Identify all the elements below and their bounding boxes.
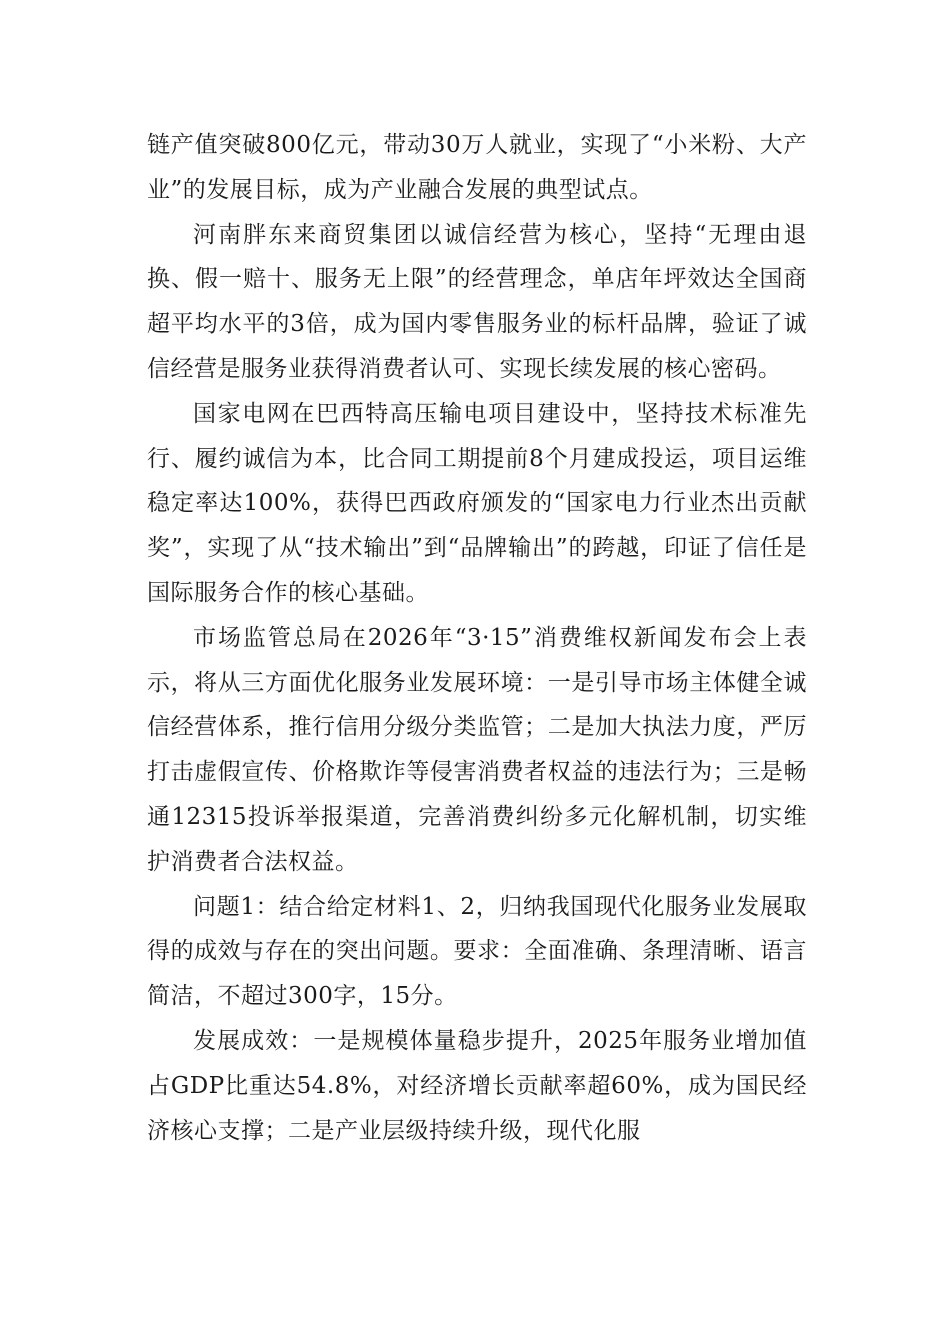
document-body [147,123,807,1153]
paragraph-question-1: 问题1：结合给定材料1、2，归纳我国现代化服务业发展取得的成效与存在的突出问题。要求：全面准确、条理清晰、语言简洁，不超过300字，15分。 [147,893,807,1010]
paragraph-state-grid: 国家电网在巴西特高压输电项目建设中，坚持技术标准先行、履约诚信为本，比合同工期提前8个月建成投运，项目运维稳定率达100%，获得巴西政府颁发的“国家电力行业杰出贡献奖”，实现了从“技术输出”到“品牌输出”的跨越，印证了信任是国际服务合作的核心基础。 [147,400,807,606]
paragraph-pangdonglai: 河南胖东来商贸集团以诚信经营为核心，坚持“无理由退换、假一赔十、服务无上限”的经营理念，单店年坪效达全国商超平均水平的3倍，成为国内零售服务业的标杆品牌，验证了诚信经营是服务业获得消费者认可、实现长续发展的核心密码。 [147,221,807,382]
paragraph-answer-achievements: 发展成效：一是规模体量稳步提升，2025年服务业增加值占GDP比重达54.8%，对经济增长贡献率超60%，成为国民经济核心支撑；二是产业层级持续升级，现代化服 [147,1027,807,1144]
paragraph-continuation: 链产值突破800亿元，带动30万人就业，实现了“小米粉、大产业”的发展目标，成为产业融合发展的典型试点。 [147,132,807,203]
paragraph-market-regulation: 市场监管总局在2026年“3·15”消费维权新闻发布会上表示，将从三方面优化服务业发展环境：一是引导市场主体健全诚信经营体系，推行信用分级分类监管；二是加大执法力度，严厉打击虚假宣传、价格欺诈等侵害消费者权益的违法行为；三是畅通12315投诉举报渠道，完善消费纠纷多元化解机制，切实维护消费者合法权益。 [147,624,807,875]
